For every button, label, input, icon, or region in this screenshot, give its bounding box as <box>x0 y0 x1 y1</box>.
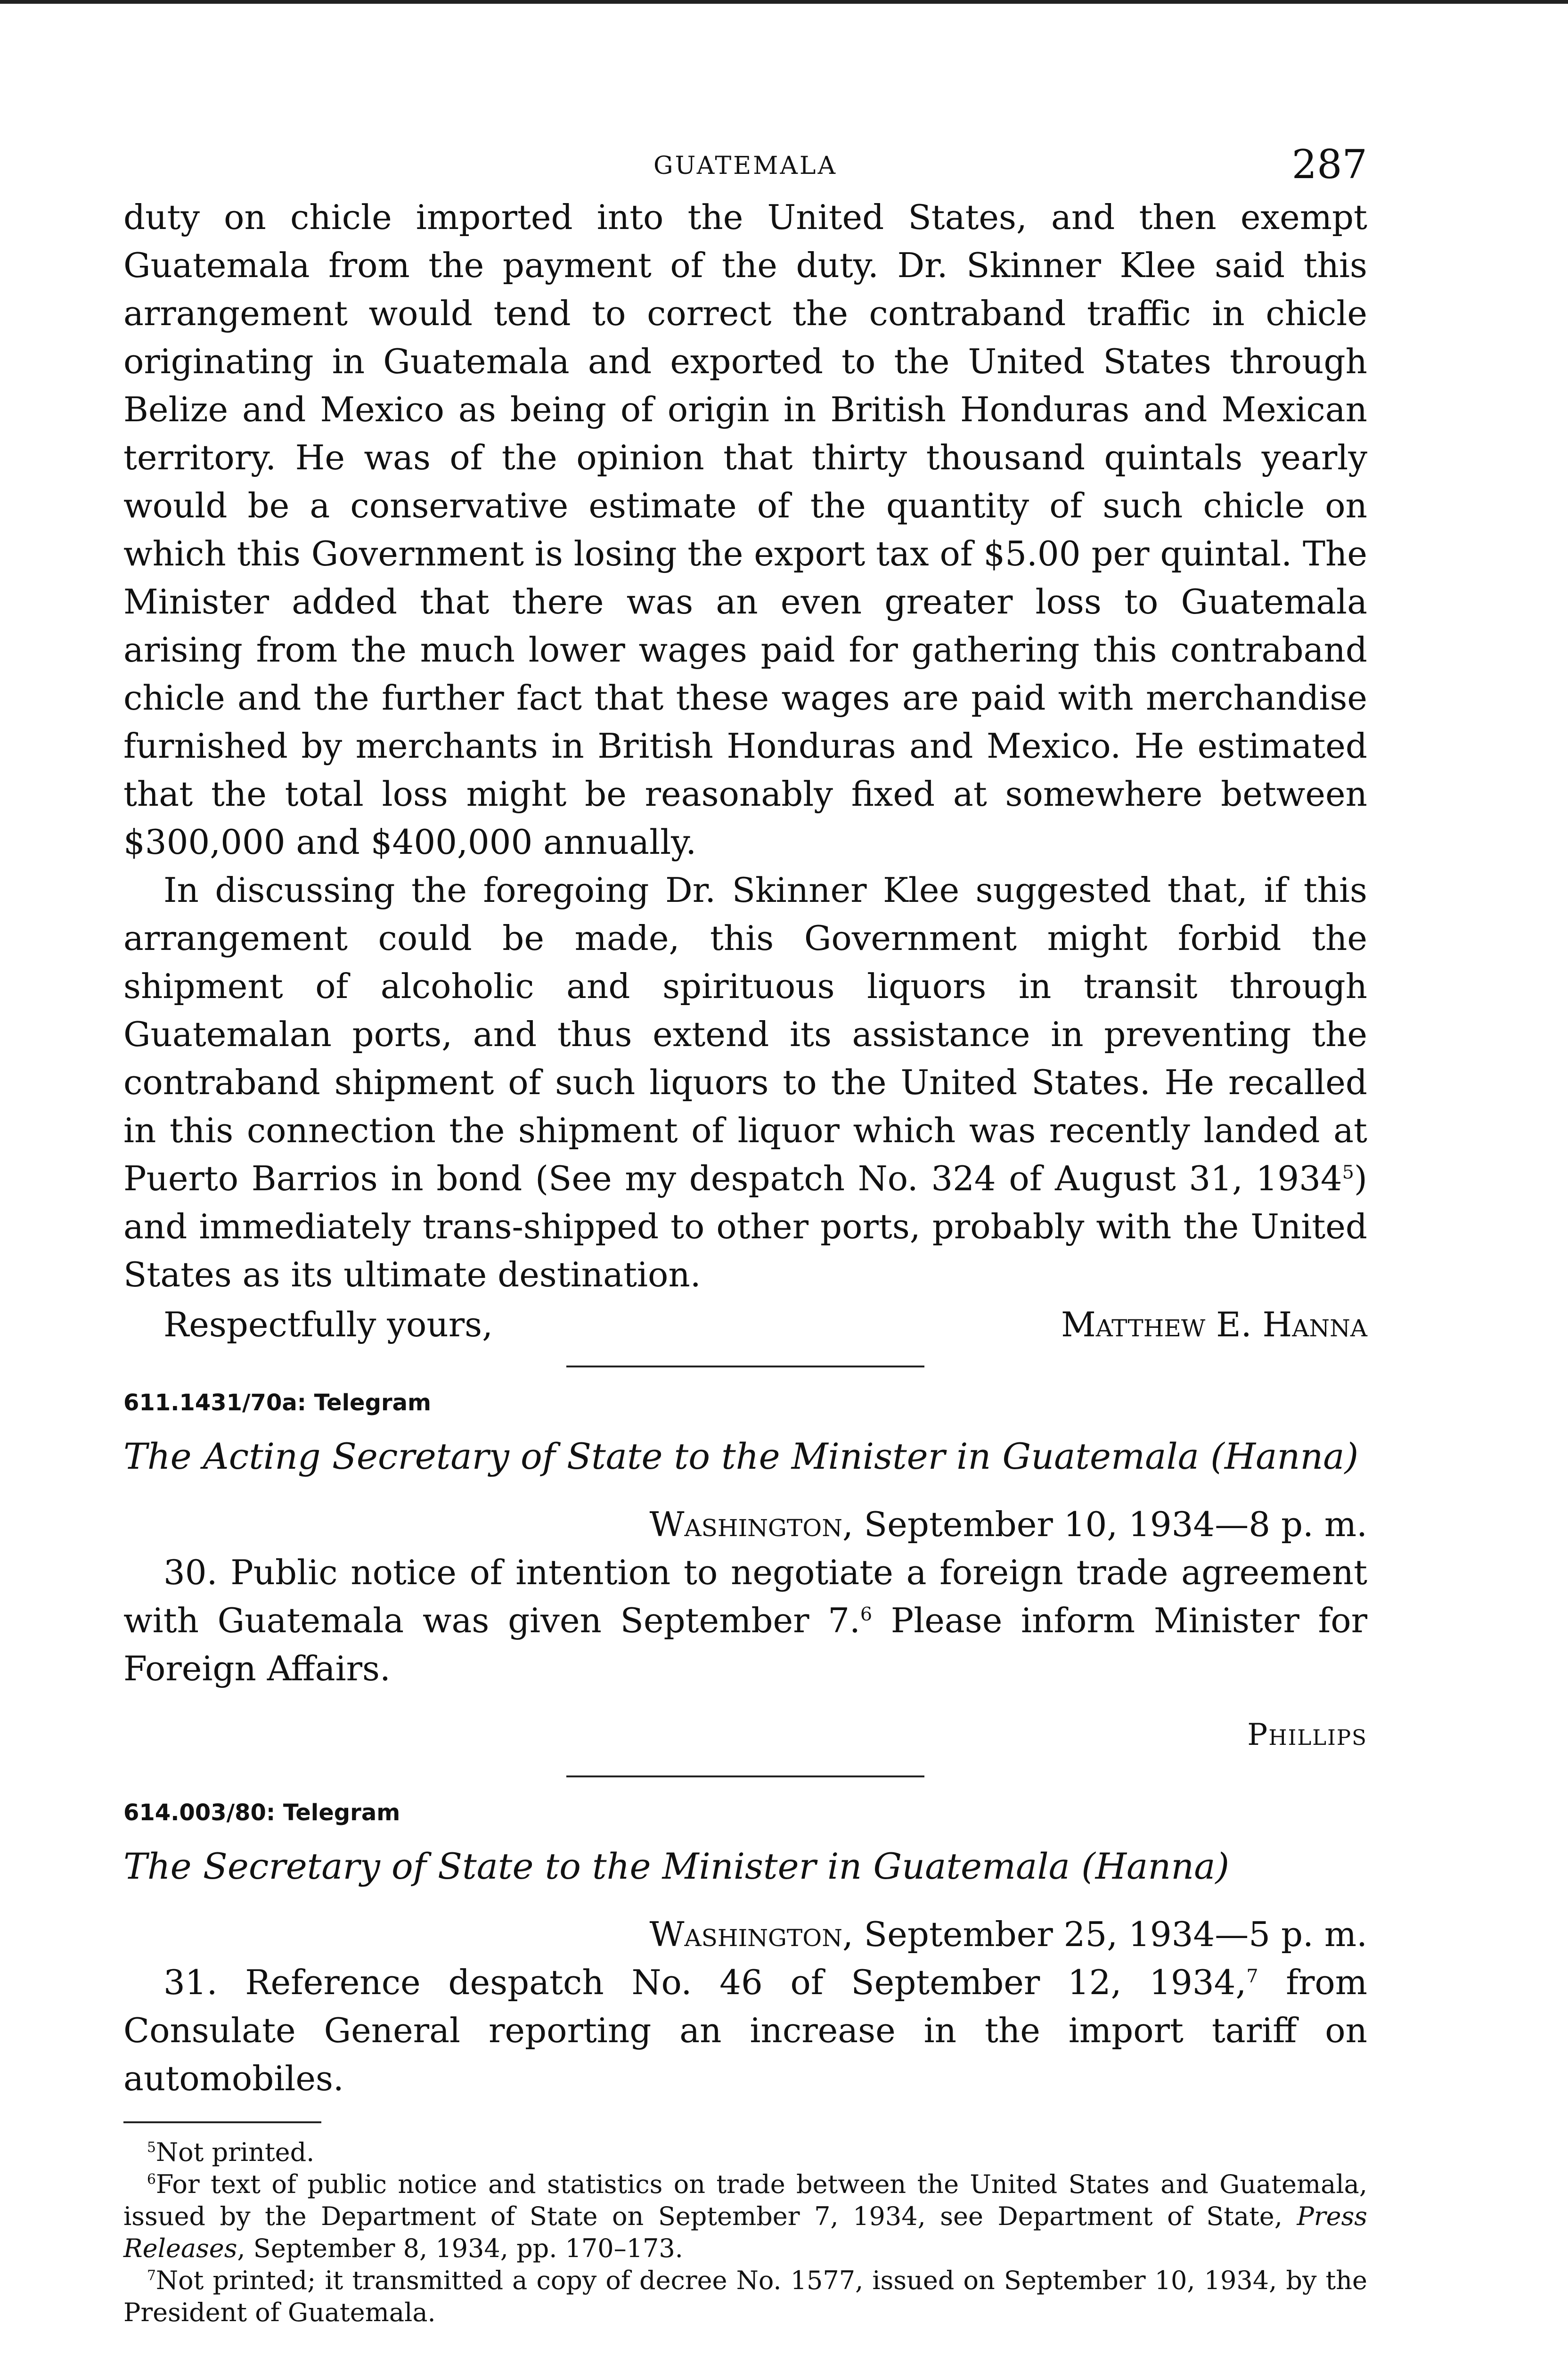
file-number: 611.1431/70a: Telegram <box>123 1390 432 1416</box>
page-header <box>123 141 1367 193</box>
discussion-paragraph <box>123 866 1367 1299</box>
footnote-rule <box>123 2121 321 2123</box>
discussion-text-part2: ) and immediately trans-shipped to other ports, probably with the United States as its ultimate destination. <box>123 1159 1367 1294</box>
section-divider <box>566 1366 924 1367</box>
continuation-paragraph: duty on chicle imported into the United States, and then exempt Guatemala from the payment of the duty. Dr. Skinner Klee said this arrangement would tend to correct the contraband traffic in chicle originating in Guatemala and exported to the United States through Belize and Mexico as being of origin in British Honduras and Mexican territory. He was of the opinion that thirty thousand quintals yearly would be a conservative estimate of the quantity of such chicle on which this Government is losing the export tax of $5.00 per quintal. The Minister added that there was an even greater loss to Guatemala arising from the much lower wages paid for gathering this contraband chicle and the further fact that these wages are paid with merchandise furnished by merchants in British Honduras and Mexico. He estimated that the total loss might be reasonably fixed at somewhere between $300,000 and $400,000 annually. <box>123 197 1367 862</box>
document-title: The Secretary of State to the Minister in Guatemala (Hanna) <box>123 1845 1230 1887</box>
dateline-date: , September 10, 1934—8 p. m. <box>842 1505 1367 1544</box>
discussion-text-part1: In discussing the foregoing Dr. Skinner Klee suggested that, if this arrangement could be made, this Government might forbid the shipment of alcoholic and spirituous liquors in transit through Guatemalan ports, and thus extend its assistance in preventing the contraband shipment of such liquors to the United States. He recalled in this connection the shipment of liquor which was recently landed at Puerto Barrios in bond (See my despatch No. 324 of August 31, 1934 <box>123 870 1367 1198</box>
footnote-ref-5: 5 <box>1342 1162 1354 1183</box>
closing-salutation: Respectfully yours, <box>163 1305 493 1344</box>
top-border-rule <box>0 0 1568 4</box>
footnote-publication: Press Releases <box>123 2201 1367 2263</box>
dateline <box>123 1910 1367 1958</box>
telegram-text <box>123 1548 1367 1693</box>
dateline-place: Washington <box>649 1505 843 1544</box>
footnote-mark: 7 <box>147 2267 156 2284</box>
dateline <box>123 1500 1367 1548</box>
footnotes <box>123 2136 1367 2329</box>
telegram-text <box>123 1958 1367 2102</box>
file-number: 614.003/80: Telegram <box>123 1800 400 1826</box>
footnote-ref-6: 6 <box>860 1603 873 1625</box>
telegram-text-part2: from Consulate General reporting an increase in the import tariff on automobiles. <box>123 1963 1367 2098</box>
telegram-document-1 <box>123 1386 1367 1759</box>
telegram-text-part2: Please inform Minister for Foreign Affairs. <box>123 1601 1367 1688</box>
document-page <box>123 141 1367 2329</box>
footnote-6 <box>123 2168 1367 2265</box>
running-head: GUATEMALA <box>653 152 837 180</box>
document-title: The Acting Secretary of State to the Minister in Guatemala (Hanna) <box>123 1435 1359 1477</box>
telegram-document-2 <box>123 1796 1367 2102</box>
footnote-text: For text of public notice and statistics on trade between the United States and Guatemala, issued by the Department of State on September 7, 1934, see Department of State, <box>123 2169 1367 2231</box>
telegram-text-part1: 31. Reference despatch No. 46 of September 12, 1934, <box>163 1963 1247 2002</box>
page-number: 287 <box>1291 141 1367 188</box>
footnote-ref-7: 7 <box>1246 1965 1258 1987</box>
footnote-7 <box>123 2265 1367 2329</box>
closing-line <box>123 1301 1367 1349</box>
footnote-text: Not printed. <box>155 2137 315 2167</box>
dateline-date: , September 25, 1934—5 p. m. <box>842 1914 1367 1954</box>
section-divider <box>566 1775 924 1777</box>
footnote-5 <box>123 2136 1367 2168</box>
footnote-mark: 5 <box>147 2139 156 2156</box>
signature-hanna: Matthew E. Hanna <box>1061 1305 1367 1344</box>
footnote-mark: 6 <box>147 2171 156 2188</box>
footnote-text: Not printed; it transmitted a copy of decree No. 1577, issued on September 10, 1934, by the President of Guatemala. <box>123 2266 1367 2327</box>
signature-phillips: Phillips <box>1247 1718 1367 1752</box>
footnote-text-end: , September 8, 1934, pp. 170–173. <box>237 2233 683 2263</box>
dateline-place: Washington <box>649 1914 843 1954</box>
telegram-text-part1: 30. Public notice of intention to negotiate a foreign trade agreement with Guatemala was given September 7. <box>123 1553 1367 1640</box>
